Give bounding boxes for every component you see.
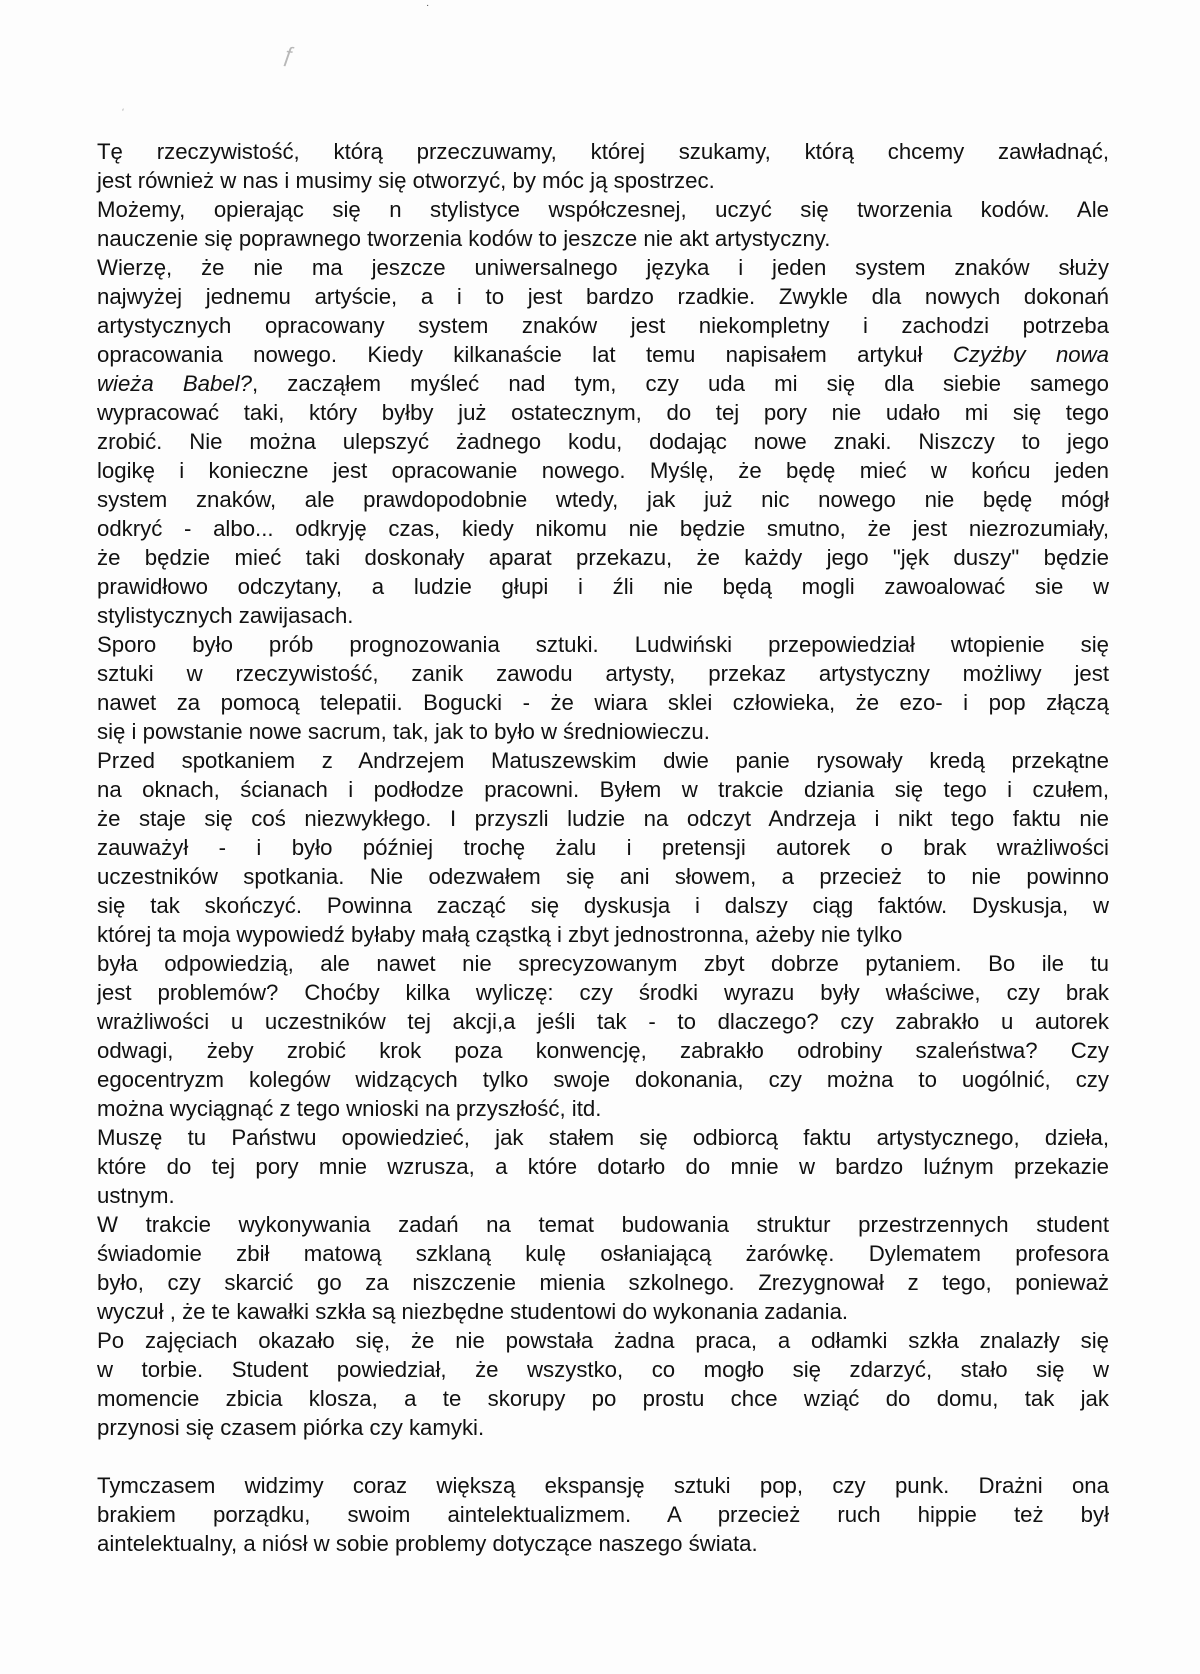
document-body-text <box>97 137 1109 1558</box>
text-line: w torbie. Student powiedział, że wszystko, co mogło się zdarzyć, stało się w <box>97 1357 1109 1382</box>
text-line: ustnym. <box>97 1183 175 1208</box>
text-line: egocentryzm kolegów widzących tylko swoje dokonania, czy można to uogólnić, czy <box>97 1067 1109 1092</box>
text-line: zrobić. Nie można ulepszyć żadnego kodu, dodając nowe znaki. Niszczy to jego <box>97 429 1109 454</box>
text-line: Tymczasem widzimy coraz większą ekspansję sztuki pop, czy punk. Drażni ona <box>97 1473 1109 1498</box>
text-line: Po zajęciach okazało się, że nie powstała żadna praca, a odłamki szkła znalazły się <box>97 1328 1109 1353</box>
text-line: wieża Babel?, zacząłem myśleć nad tym, czy uda mi się dla siebie samego <box>97 371 1109 396</box>
text-line: się i powstanie nowe sacrum, tak, jak to było w średniowieczu. <box>97 719 710 744</box>
text-line: W trakcie wykonywania zadań na temat budowania struktur przestrzennych student <box>97 1212 1109 1237</box>
text-line: artystycznych opracowany system znaków jest niekompletny i zachodzi potrzeba <box>97 313 1109 338</box>
text-line: przynosi się czasem piórka czy kamyki. <box>97 1415 485 1440</box>
text-line: nauczenie się poprawnego tworzenia kodów to jeszcze nie akt artystyczny. <box>97 226 831 251</box>
text-line: prawidłowo odczytany, a ludzie głupi i źli nie będą mogli zawoalować sie w <box>97 574 1109 599</box>
text-line: jest problemów? Choćby kilka wyliczę: czy środki wyrazu były właściwe, czy brak <box>97 980 1109 1005</box>
scan-artifact-mark: ˏ <box>113 95 126 113</box>
text-line: nawet za pomocą telepatii. Bogucki - że wiara sklei człowieka, że ezo- i pop złączą <box>97 690 1109 715</box>
text-line: na oknach, ścianach i podłodze pracowni. Byłem w trakcie dziania się tego i czułem, <box>97 777 1109 802</box>
text-line: odkryć - albo... odkryję czas, kiedy nikomu nie będzie smutno, że jest niezrozumiały, <box>97 516 1109 541</box>
paragraph-gap <box>97 1442 1109 1471</box>
text-line: Wierzę, że nie ma jeszcze uniwersalnego języka i jeden system znaków służy <box>97 255 1109 280</box>
text-line: uczestników spotkania. Nie odezwałem się ani słowem, a przecież to nie powinno <box>97 864 1109 889</box>
text-line: odwagi, żeby zrobić krok poza konwencję, zabrakło odrobiny szaleństwa? Czy <box>97 1038 1109 1063</box>
text-line: wrażliwości u uczestników tej akcji,a jeśli tak - to dlaczego? czy zabrakło u autorek <box>97 1009 1109 1034</box>
text-line: sztuki w rzeczywistość, zanik zawodu artysty, przekaz artystyczny możliwy jest <box>97 661 1109 686</box>
scan-artifact-mark: ƒ <box>281 41 297 68</box>
text-line: można wyciągnąć z tego wnioski na przyszłość, itd. <box>97 1096 602 1121</box>
text-line: momencie zbicia klosza, a te skorupy po prostu chce wziąć do domu, tak jak <box>97 1386 1109 1411</box>
text-line: logikę i konieczne jest opracowanie nowego. Myślę, że będę mieć w końcu jeden <box>97 458 1109 483</box>
text-line: Przed spotkaniem z Andrzejem Matuszewskim dwie panie rysowały kredą przekątne <box>97 748 1109 773</box>
scan-artifact-mark: · <box>426 0 430 11</box>
text-line: której ta moja wypowiedź byłaby małą cząstką i zbyt jednostronna, ażeby nie tylko <box>97 922 903 947</box>
text-line: jest również w nas i musimy się otworzyć, by móc ją spostrzec. <box>97 168 715 193</box>
text-line: stylistycznych zawijasach. <box>97 603 354 628</box>
text-line: system znaków, ale prawdopodobnie wtedy, jak już nic nowego nie będę mógł <box>97 487 1109 512</box>
text-line: świadomie zbił matową szklaną kulę osłaniającą żarówkę. Dylematem profesora <box>97 1241 1109 1266</box>
text-line: Muszę tu Państwu opowiedzieć, jak stałem się odbiorcą faktu artystycznego, dzieła, <box>97 1125 1109 1150</box>
text-line: aintelektualny, a niósł w sobie problemy dotyczące naszego świata. <box>97 1531 758 1556</box>
text-line: najwyżej jednemu artyście, a i to jest bardzo rzadkie. Zwykle dla nowych dokonań <box>97 284 1109 309</box>
text-line: brakiem porządku, swoim aintelektualizmem. A przecież ruch hippie też był <box>97 1502 1109 1527</box>
text-line: wyczuł , że te kawałki szkła są niezbędne studentowi do wykonania zadania. <box>97 1299 849 1324</box>
text-line: że będzie mieć taki doskonały aparat przekazu, że każdy jego "jęk duszy" będzie <box>97 545 1109 570</box>
text-line: była odpowiedzią, ale nawet nie sprecyzowanym zbyt dobrze pytaniem. Bo ile tu <box>97 951 1109 976</box>
text-line: że staje się coś niezwykłego. I przyszli ludzie na odczyt Andrzeja i nikt tego faktu nie <box>97 806 1109 831</box>
text-line: które do tej pory mnie wzrusza, a które dotarło do mnie w bardzo luźnym przekazie <box>97 1154 1109 1179</box>
text-line: Tę rzeczywistość, którą przeczuwamy, której szukamy, którą chcemy zawładnąć, <box>97 139 1109 164</box>
text-line: wypracować taki, który byłby już ostatecznym, do tej pory nie udało mi się tego <box>97 400 1109 425</box>
text-line: zauważył - i było później trochę żalu i pretensji autorek o brak wrażliwości <box>97 835 1109 860</box>
text-line: się tak skończyć. Powinna zacząć się dyskusja i dalszy ciąg faktów. Dyskusja, w <box>97 893 1109 918</box>
text-line: opracowania nowego. Kiedy kilkanaście lat temu napisałem artykuł Czyżby nowa <box>97 342 1109 367</box>
text-line: Sporo było prób prognozowania sztuki. Ludwiński przepowiedział wtopienie się <box>97 632 1109 657</box>
text-line: było, czy skarcić go za niszczenie mienia szkolnego. Zrezygnował z tego, ponieważ <box>97 1270 1109 1295</box>
text-line: Możemy, opierając się n stylistyce współczesnej, uczyć się tworzenia kodów. Ale <box>97 197 1109 222</box>
